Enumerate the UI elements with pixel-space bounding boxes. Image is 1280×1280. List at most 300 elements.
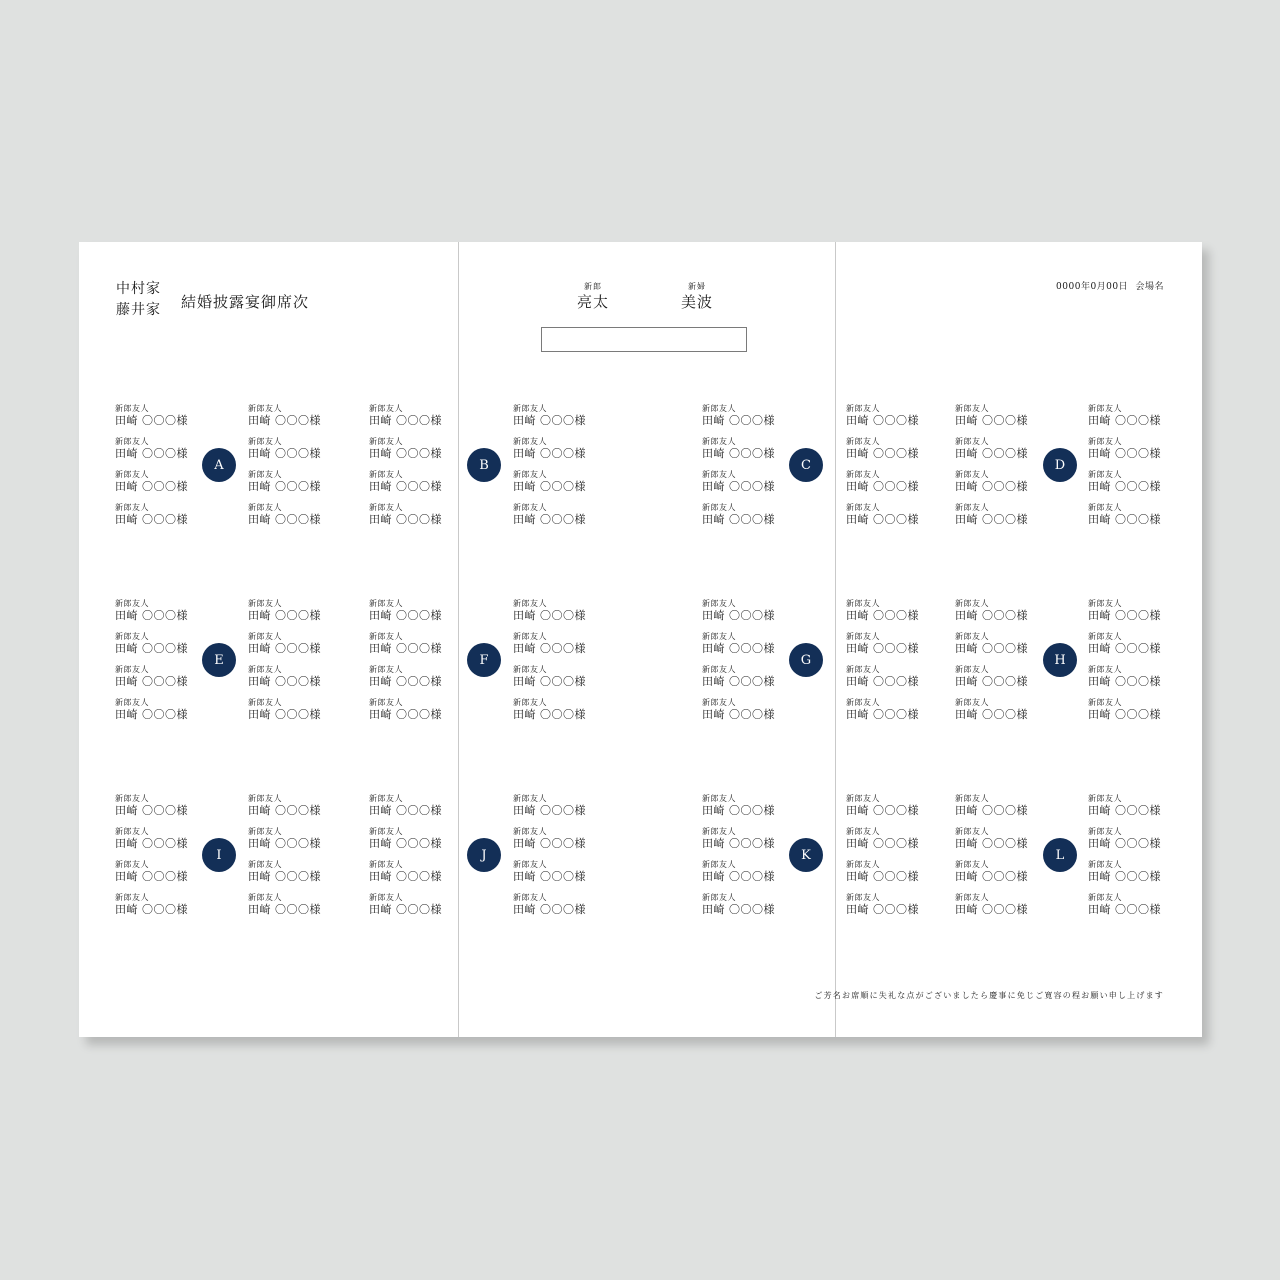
guest-label: 新郎友人 xyxy=(955,437,989,446)
guest-entry xyxy=(513,827,586,850)
guest-name: 田崎 〇〇〇様 xyxy=(1088,513,1161,526)
guest-label: 新郎友人 xyxy=(513,404,547,413)
guest-name: 田崎 〇〇〇様 xyxy=(369,804,442,817)
guest-label: 新郎友人 xyxy=(513,827,547,836)
guest-label: 新郎友人 xyxy=(702,665,736,674)
guest-name: 田崎 〇〇〇様 xyxy=(513,804,586,817)
page-title: 結婚披露宴御席次 xyxy=(181,293,310,311)
guest-label: 新郎友人 xyxy=(248,665,282,674)
guest-name: 田崎 〇〇〇様 xyxy=(846,804,919,817)
guest-name: 田崎 〇〇〇様 xyxy=(955,675,1028,688)
groom-block xyxy=(553,282,633,312)
guest-label: 新郎友人 xyxy=(702,893,736,902)
guest-entry xyxy=(955,404,1028,427)
guest-label: 新郎友人 xyxy=(369,470,403,479)
guest-entry xyxy=(955,632,1028,655)
table-marker-b: B xyxy=(467,448,501,482)
guest-name: 田崎 〇〇〇様 xyxy=(955,903,1028,916)
guest-entry xyxy=(248,827,321,850)
guest-entry xyxy=(513,404,586,427)
guest-entry xyxy=(369,599,442,622)
guest-name: 田崎 〇〇〇様 xyxy=(248,708,321,721)
guest-label: 新郎友人 xyxy=(846,599,880,608)
guest-entry xyxy=(248,665,321,688)
guest-label: 新郎友人 xyxy=(513,860,547,869)
guest-name: 田崎 〇〇〇様 xyxy=(955,609,1028,622)
guest-entry xyxy=(702,437,775,460)
guest-entry xyxy=(702,503,775,526)
guest-label: 新郎友人 xyxy=(369,827,403,836)
guest-entry xyxy=(1088,665,1161,688)
guest-entry xyxy=(1088,893,1161,916)
guest-name: 田崎 〇〇〇様 xyxy=(955,708,1028,721)
guest-name: 田崎 〇〇〇様 xyxy=(846,642,919,655)
guest-entry xyxy=(846,893,919,916)
guest-label: 新郎友人 xyxy=(1088,599,1122,608)
guest-name: 田崎 〇〇〇様 xyxy=(115,513,188,526)
guest-name: 田崎 〇〇〇様 xyxy=(955,414,1028,427)
guest-entry xyxy=(513,503,586,526)
guest-label: 新郎友人 xyxy=(369,503,403,512)
guest-name: 田崎 〇〇〇様 xyxy=(513,675,586,688)
guest-entry xyxy=(248,599,321,622)
family-name-groom: 中村家 xyxy=(116,281,161,297)
guest-name: 田崎 〇〇〇様 xyxy=(115,414,188,427)
guest-entry xyxy=(702,470,775,493)
guest-name: 田崎 〇〇〇様 xyxy=(846,609,919,622)
table-marker-e: E xyxy=(202,643,236,677)
guest-entry xyxy=(1088,503,1161,526)
guest-label: 新郎友人 xyxy=(115,794,149,803)
guest-entry xyxy=(369,503,442,526)
guest-entry xyxy=(369,860,442,883)
guest-name: 田崎 〇〇〇様 xyxy=(513,708,586,721)
guest-name: 田崎 〇〇〇様 xyxy=(513,447,586,460)
guest-entry xyxy=(115,437,188,460)
guest-entry xyxy=(846,470,919,493)
guest-name: 田崎 〇〇〇様 xyxy=(955,513,1028,526)
guest-entry xyxy=(846,503,919,526)
guest-entry xyxy=(115,827,188,850)
guest-name: 田崎 〇〇〇様 xyxy=(702,870,775,883)
guest-entry xyxy=(846,794,919,817)
guest-label: 新郎友人 xyxy=(248,404,282,413)
guest-label: 新郎友人 xyxy=(1088,827,1122,836)
guest-name: 田崎 〇〇〇様 xyxy=(513,414,586,427)
guest-name: 田崎 〇〇〇様 xyxy=(1088,837,1161,850)
guest-label: 新郎友人 xyxy=(1088,470,1122,479)
guest-label: 新郎友人 xyxy=(955,827,989,836)
guest-name: 田崎 〇〇〇様 xyxy=(115,642,188,655)
table-marker-l: L xyxy=(1043,838,1077,872)
guest-label: 新郎友人 xyxy=(248,470,282,479)
guest-label: 新郎友人 xyxy=(1088,632,1122,641)
guest-name: 田崎 〇〇〇様 xyxy=(846,414,919,427)
guest-label: 新郎友人 xyxy=(115,893,149,902)
guest-label: 新郎友人 xyxy=(955,698,989,707)
guest-label: 新郎友人 xyxy=(955,794,989,803)
guest-entry xyxy=(955,437,1028,460)
guest-entry xyxy=(1088,404,1161,427)
guest-entry xyxy=(248,698,321,721)
table-marker-k: K xyxy=(789,838,823,872)
guest-label: 新郎友人 xyxy=(955,860,989,869)
guest-entry xyxy=(248,470,321,493)
guest-label: 新郎友人 xyxy=(513,470,547,479)
guest-label: 新郎友人 xyxy=(369,893,403,902)
guest-entry xyxy=(513,893,586,916)
panel-fold-right xyxy=(835,242,836,1037)
guest-label: 新郎友人 xyxy=(1088,437,1122,446)
guest-name: 田崎 〇〇〇様 xyxy=(1088,480,1161,493)
guest-name: 田崎 〇〇〇様 xyxy=(369,480,442,493)
guest-label: 新郎友人 xyxy=(369,794,403,803)
guest-name: 田崎 〇〇〇様 xyxy=(702,609,775,622)
guest-entry xyxy=(702,665,775,688)
guest-name: 田崎 〇〇〇様 xyxy=(115,903,188,916)
guest-entry xyxy=(1088,827,1161,850)
guest-name: 田崎 〇〇〇様 xyxy=(369,414,442,427)
guest-label: 新郎友人 xyxy=(1088,698,1122,707)
guest-entry xyxy=(702,827,775,850)
guest-name: 田崎 〇〇〇様 xyxy=(846,903,919,916)
guest-label: 新郎友人 xyxy=(248,503,282,512)
guest-label: 新郎友人 xyxy=(1088,860,1122,869)
guest-label: 新郎友人 xyxy=(702,860,736,869)
guest-entry xyxy=(115,470,188,493)
guest-label: 新郎友人 xyxy=(702,503,736,512)
guest-label: 新郎友人 xyxy=(115,404,149,413)
guest-entry xyxy=(115,794,188,817)
guest-label: 新郎友人 xyxy=(846,665,880,674)
guest-entry xyxy=(369,404,442,427)
guest-entry xyxy=(115,665,188,688)
guest-entry xyxy=(248,503,321,526)
guest-entry xyxy=(702,860,775,883)
guest-entry xyxy=(955,503,1028,526)
seating-chart-sheet xyxy=(79,242,1202,1037)
guest-name: 田崎 〇〇〇様 xyxy=(955,837,1028,850)
guest-name: 田崎 〇〇〇様 xyxy=(955,447,1028,460)
guest-label: 新郎友人 xyxy=(955,404,989,413)
panel-fold-left xyxy=(458,242,459,1037)
guest-name: 田崎 〇〇〇様 xyxy=(1088,609,1161,622)
guest-entry xyxy=(1088,632,1161,655)
guest-label: 新郎友人 xyxy=(955,665,989,674)
guest-label: 新郎友人 xyxy=(1088,503,1122,512)
guest-name: 田崎 〇〇〇様 xyxy=(702,837,775,850)
guest-label: 新郎友人 xyxy=(955,632,989,641)
table-marker-i: I xyxy=(202,838,236,872)
guest-entry xyxy=(248,632,321,655)
guest-name: 田崎 〇〇〇様 xyxy=(369,870,442,883)
guest-entry xyxy=(115,860,188,883)
guest-entry xyxy=(955,893,1028,916)
guest-name: 田崎 〇〇〇様 xyxy=(369,903,442,916)
guest-name: 田崎 〇〇〇様 xyxy=(1088,675,1161,688)
guest-label: 新郎友人 xyxy=(248,893,282,902)
guest-name: 田崎 〇〇〇様 xyxy=(369,513,442,526)
guest-label: 新郎友人 xyxy=(115,599,149,608)
guest-entry xyxy=(955,827,1028,850)
bride-name: 美波 xyxy=(680,293,713,311)
guest-entry xyxy=(513,665,586,688)
guest-name: 田崎 〇〇〇様 xyxy=(115,609,188,622)
guest-name: 田崎 〇〇〇様 xyxy=(248,903,321,916)
guest-label: 新郎友人 xyxy=(513,665,547,674)
guest-name: 田崎 〇〇〇様 xyxy=(248,837,321,850)
guest-name: 田崎 〇〇〇様 xyxy=(513,903,586,916)
guest-label: 新郎友人 xyxy=(248,794,282,803)
guest-label: 新郎友人 xyxy=(513,632,547,641)
family-name-bride: 藤井家 xyxy=(116,302,161,318)
table-marker-j: J xyxy=(467,838,501,872)
guest-name: 田崎 〇〇〇様 xyxy=(513,837,586,850)
guest-entry xyxy=(369,893,442,916)
guest-label: 新郎友人 xyxy=(513,437,547,446)
table-marker-h: H xyxy=(1043,643,1077,677)
guest-name: 田崎 〇〇〇様 xyxy=(1088,642,1161,655)
guest-entry xyxy=(846,698,919,721)
guest-name: 田崎 〇〇〇様 xyxy=(702,903,775,916)
guest-name: 田崎 〇〇〇様 xyxy=(248,513,321,526)
table-marker-f: F xyxy=(467,643,501,677)
guest-label: 新郎友人 xyxy=(955,599,989,608)
guest-label: 新郎友人 xyxy=(369,698,403,707)
guest-label: 新郎友人 xyxy=(248,599,282,608)
guest-name: 田崎 〇〇〇様 xyxy=(955,870,1028,883)
table-marker-c: C xyxy=(789,448,823,482)
guest-name: 田崎 〇〇〇様 xyxy=(369,708,442,721)
groom-name: 亮太 xyxy=(576,293,609,311)
guest-name: 田崎 〇〇〇様 xyxy=(702,447,775,460)
guest-name: 田崎 〇〇〇様 xyxy=(846,447,919,460)
guest-name: 田崎 〇〇〇様 xyxy=(1088,414,1161,427)
guest-name: 田崎 〇〇〇様 xyxy=(248,870,321,883)
guest-entry xyxy=(1088,437,1161,460)
guest-name: 田崎 〇〇〇様 xyxy=(1088,804,1161,817)
guest-name: 田崎 〇〇〇様 xyxy=(1088,903,1161,916)
guest-label: 新郎友人 xyxy=(248,437,282,446)
bride-role: 新婦 xyxy=(688,282,706,291)
guest-entry xyxy=(846,665,919,688)
guest-name: 田崎 〇〇〇様 xyxy=(369,447,442,460)
guest-entry xyxy=(955,599,1028,622)
guest-label: 新郎友人 xyxy=(369,860,403,869)
guest-name: 田崎 〇〇〇様 xyxy=(702,414,775,427)
guest-label: 新郎友人 xyxy=(115,632,149,641)
guest-name: 田崎 〇〇〇様 xyxy=(115,447,188,460)
guest-label: 新郎友人 xyxy=(846,860,880,869)
guest-entry xyxy=(115,404,188,427)
guest-label: 新郎友人 xyxy=(955,503,989,512)
guest-name: 田崎 〇〇〇様 xyxy=(513,609,586,622)
guest-label: 新郎友人 xyxy=(369,437,403,446)
guest-entry xyxy=(513,632,586,655)
guest-entry xyxy=(1088,860,1161,883)
guest-name: 田崎 〇〇〇様 xyxy=(115,870,188,883)
guest-entry xyxy=(369,665,442,688)
guest-label: 新郎友人 xyxy=(702,827,736,836)
guest-name: 田崎 〇〇〇様 xyxy=(248,642,321,655)
guest-label: 新郎友人 xyxy=(846,893,880,902)
guest-name: 田崎 〇〇〇様 xyxy=(702,804,775,817)
guest-entry xyxy=(513,599,586,622)
guest-label: 新郎友人 xyxy=(1088,893,1122,902)
guest-entry xyxy=(702,599,775,622)
guest-name: 田崎 〇〇〇様 xyxy=(513,870,586,883)
guest-name: 田崎 〇〇〇様 xyxy=(369,609,442,622)
family-names xyxy=(116,279,161,321)
guest-label: 新郎友人 xyxy=(248,860,282,869)
guest-entry xyxy=(1088,794,1161,817)
guest-name: 田崎 〇〇〇様 xyxy=(1088,447,1161,460)
guest-name: 田崎 〇〇〇様 xyxy=(513,480,586,493)
guest-entry xyxy=(955,860,1028,883)
guest-label: 新郎友人 xyxy=(115,503,149,512)
guest-entry xyxy=(1088,599,1161,622)
table-marker-d: D xyxy=(1043,448,1077,482)
guest-label: 新郎友人 xyxy=(702,794,736,803)
guest-name: 田崎 〇〇〇様 xyxy=(513,513,586,526)
guest-name: 田崎 〇〇〇様 xyxy=(702,480,775,493)
guest-entry xyxy=(369,437,442,460)
guest-entry xyxy=(248,437,321,460)
guest-name: 田崎 〇〇〇様 xyxy=(248,675,321,688)
guest-entry xyxy=(846,860,919,883)
groom-role: 新郎 xyxy=(584,282,602,291)
guest-name: 田崎 〇〇〇様 xyxy=(248,447,321,460)
guest-name: 田崎 〇〇〇様 xyxy=(846,675,919,688)
guest-label: 新郎友人 xyxy=(369,404,403,413)
guest-label: 新郎友人 xyxy=(115,698,149,707)
guest-entry xyxy=(702,794,775,817)
guest-name: 田崎 〇〇〇様 xyxy=(702,675,775,688)
guest-entry xyxy=(369,632,442,655)
guest-label: 新郎友人 xyxy=(1088,665,1122,674)
guest-entry xyxy=(115,599,188,622)
guest-entry xyxy=(1088,470,1161,493)
guest-name: 田崎 〇〇〇様 xyxy=(248,414,321,427)
guest-label: 新郎友人 xyxy=(513,503,547,512)
guest-entry xyxy=(369,827,442,850)
guest-name: 田崎 〇〇〇様 xyxy=(513,642,586,655)
guest-label: 新郎友人 xyxy=(702,470,736,479)
guest-label: 新郎友人 xyxy=(1088,794,1122,803)
guest-name: 田崎 〇〇〇様 xyxy=(1088,708,1161,721)
event-info: 0000年0月00日 会場名 xyxy=(1056,282,1164,292)
guest-name: 田崎 〇〇〇様 xyxy=(115,675,188,688)
guest-entry xyxy=(513,698,586,721)
guest-entry xyxy=(513,860,586,883)
guest-entry xyxy=(115,893,188,916)
guest-name: 田崎 〇〇〇様 xyxy=(115,708,188,721)
closing-note: ご芳名お席順に失礼な点がございましたら慶事に免じご寛容の程お願い申し上げます xyxy=(814,991,1164,1000)
guest-label: 新郎友人 xyxy=(115,860,149,869)
guest-label: 新郎友人 xyxy=(115,665,149,674)
guest-entry xyxy=(1088,698,1161,721)
guest-name: 田崎 〇〇〇様 xyxy=(248,609,321,622)
guest-name: 田崎 〇〇〇様 xyxy=(702,513,775,526)
head-table xyxy=(541,327,747,352)
guest-name: 田崎 〇〇〇様 xyxy=(955,804,1028,817)
guest-name: 田崎 〇〇〇様 xyxy=(846,480,919,493)
table-marker-g: G xyxy=(789,643,823,677)
guest-entry xyxy=(248,893,321,916)
guest-label: 新郎友人 xyxy=(846,404,880,413)
guest-name: 田崎 〇〇〇様 xyxy=(369,675,442,688)
guest-label: 新郎友人 xyxy=(846,437,880,446)
guest-entry xyxy=(702,404,775,427)
guest-label: 新郎友人 xyxy=(846,470,880,479)
guest-entry xyxy=(955,794,1028,817)
guest-label: 新郎友人 xyxy=(846,632,880,641)
guest-entry xyxy=(513,470,586,493)
guest-label: 新郎友人 xyxy=(702,404,736,413)
guest-label: 新郎友人 xyxy=(846,698,880,707)
guest-name: 田崎 〇〇〇様 xyxy=(369,642,442,655)
guest-name: 田崎 〇〇〇様 xyxy=(702,642,775,655)
guest-label: 新郎友人 xyxy=(702,632,736,641)
guest-label: 新郎友人 xyxy=(846,827,880,836)
guest-label: 新郎友人 xyxy=(702,437,736,446)
guest-name: 田崎 〇〇〇様 xyxy=(846,513,919,526)
guest-entry xyxy=(955,665,1028,688)
guest-entry xyxy=(369,794,442,817)
guest-entry xyxy=(248,794,321,817)
guest-entry xyxy=(955,470,1028,493)
guest-entry xyxy=(115,632,188,655)
guest-label: 新郎友人 xyxy=(955,470,989,479)
guest-label: 新郎友人 xyxy=(846,794,880,803)
guest-label: 新郎友人 xyxy=(846,503,880,512)
guest-entry xyxy=(846,632,919,655)
guest-label: 新郎友人 xyxy=(513,698,547,707)
guest-name: 田崎 〇〇〇様 xyxy=(115,480,188,493)
guest-name: 田崎 〇〇〇様 xyxy=(248,804,321,817)
guest-label: 新郎友人 xyxy=(115,470,149,479)
guest-label: 新郎友人 xyxy=(115,437,149,446)
guest-label: 新郎友人 xyxy=(702,698,736,707)
guest-entry xyxy=(702,698,775,721)
guest-entry xyxy=(115,503,188,526)
guest-label: 新郎友人 xyxy=(513,794,547,803)
guest-label: 新郎友人 xyxy=(248,827,282,836)
guest-entry xyxy=(702,893,775,916)
guest-entry xyxy=(369,698,442,721)
guest-name: 田崎 〇〇〇様 xyxy=(955,480,1028,493)
guest-entry xyxy=(702,632,775,655)
guest-label: 新郎友人 xyxy=(369,632,403,641)
guest-name: 田崎 〇〇〇様 xyxy=(846,708,919,721)
guest-label: 新郎友人 xyxy=(513,893,547,902)
guest-name: 田崎 〇〇〇様 xyxy=(955,642,1028,655)
guest-label: 新郎友人 xyxy=(702,599,736,608)
guest-name: 田崎 〇〇〇様 xyxy=(369,837,442,850)
guest-entry xyxy=(846,404,919,427)
guest-label: 新郎友人 xyxy=(955,893,989,902)
guest-name: 田崎 〇〇〇様 xyxy=(702,708,775,721)
guest-name: 田崎 〇〇〇様 xyxy=(846,870,919,883)
guest-name: 田崎 〇〇〇様 xyxy=(248,480,321,493)
guest-label: 新郎友人 xyxy=(248,698,282,707)
guest-entry xyxy=(248,404,321,427)
guest-name: 田崎 〇〇〇様 xyxy=(1088,870,1161,883)
guest-label: 新郎友人 xyxy=(1088,404,1122,413)
guest-label: 新郎友人 xyxy=(369,665,403,674)
guest-label: 新郎友人 xyxy=(369,599,403,608)
guest-name: 田崎 〇〇〇様 xyxy=(115,837,188,850)
